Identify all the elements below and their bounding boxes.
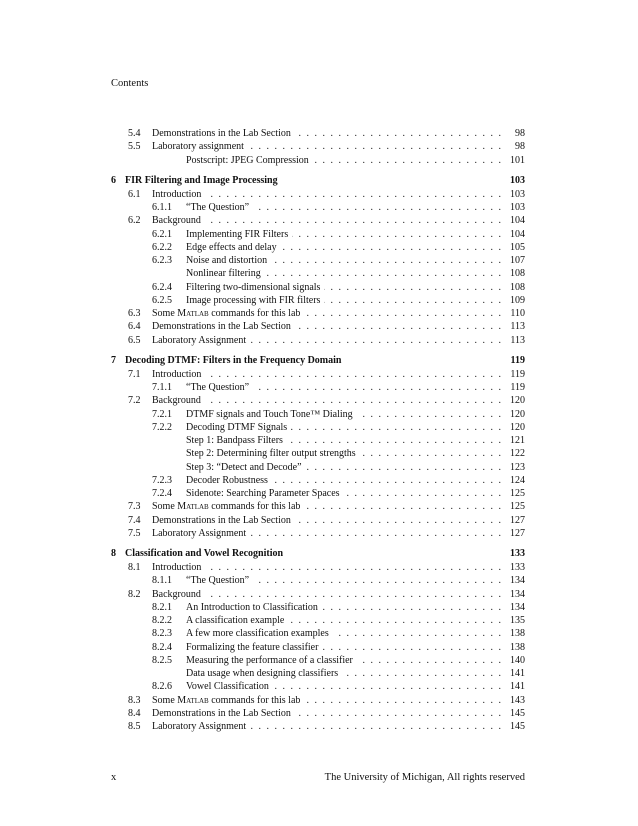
toc-entry-number: 8.2.2: [152, 615, 172, 626]
toc-entry[interactable]: [111, 241, 525, 254]
toc-dot-leader: [172, 561, 501, 574]
toc-entry[interactable]: [111, 720, 525, 733]
toc-entry-page: 121: [506, 434, 525, 447]
toc-entry-page: 122: [506, 447, 525, 460]
toc-entry-page: 120: [506, 394, 525, 407]
toc-entry-title: Classification and Vowel Recognition: [125, 546, 287, 561]
toc-entry[interactable]: [111, 500, 525, 513]
toc-entry[interactable]: [111, 434, 525, 447]
toc-entry-number: 6.2.5: [152, 294, 172, 306]
toc-entry[interactable]: [111, 281, 525, 294]
toc-entry[interactable]: [111, 127, 525, 140]
toc-entry-page: 135: [506, 614, 525, 627]
toc-entry-page: 110: [506, 307, 525, 320]
toc-entry[interactable]: [111, 154, 525, 167]
toc-entry-title: Background: [152, 214, 205, 227]
toc-entry-title: Filtering two-dimensional signals: [186, 281, 324, 294]
toc-entry[interactable]: [111, 654, 525, 667]
toc-entry-page: 98: [511, 140, 525, 153]
toc-entry-title: Demonstrations in the Lab Section: [152, 514, 295, 527]
toc-entry[interactable]: [111, 140, 525, 153]
toc-entry-page: 103: [506, 188, 525, 201]
table-of-contents: [111, 127, 525, 733]
toc-entry-number: 7.1: [128, 368, 141, 380]
toc-entry-page: 103: [506, 173, 525, 188]
toc-entry-page: 123: [506, 461, 525, 474]
toc-entry-title: Laboratory Assignment: [152, 527, 250, 540]
toc-entry-number: 8.3: [128, 694, 141, 706]
toc-entry[interactable]: [111, 627, 525, 640]
toc-entry-page: 120: [506, 421, 525, 434]
toc-entry-page: 120: [506, 408, 525, 421]
toc-entry-title: Implementing FIR Filters: [186, 228, 292, 241]
toc-entry-title: Noise and distortion: [186, 254, 271, 267]
toc-entry-title: Step 1: Bandpass Filters: [186, 434, 287, 447]
toc-entry[interactable]: [111, 334, 525, 347]
toc-entry[interactable]: [111, 228, 525, 241]
toc-entry-page: 141: [506, 667, 525, 680]
toc-entry-number: 8.2.4: [152, 641, 172, 653]
toc-entry-page: 134: [506, 574, 525, 587]
toc-entry-page: 134: [506, 588, 525, 601]
toc-entry[interactable]: [111, 394, 525, 407]
toc-entry[interactable]: [111, 421, 525, 434]
toc-entry[interactable]: [111, 601, 525, 614]
toc-entry-page: 119: [507, 353, 525, 368]
toc-entry-title: Laboratory Assignment: [152, 334, 250, 347]
toc-entry-title: DTMF signals and Touch Tone™ Dialing: [186, 408, 357, 421]
toc-entry[interactable]: [111, 461, 525, 474]
toc-entry-title: Some Matlab commands for this lab: [152, 500, 304, 513]
toc-entry[interactable]: [111, 188, 525, 201]
toc-entry-number: 7: [111, 354, 116, 366]
toc-entry-number: 6: [111, 174, 116, 186]
toc-entry-title: Measuring the performance of a classifier: [186, 654, 357, 667]
toc-entry-title: FIR Filtering and Image Processing: [125, 173, 282, 188]
toc-entry-number: 8.1: [128, 562, 141, 573]
toc-entry-page: 108: [506, 281, 525, 294]
toc-entry-page: 127: [506, 514, 525, 527]
toc-entry-title: Demonstrations in the Lab Section: [152, 320, 295, 333]
toc-entry[interactable]: [111, 320, 525, 333]
toc-entry[interactable]: [111, 707, 525, 720]
toc-entry-title: Data usage when designing classifiers: [186, 667, 342, 680]
toc-entry[interactable]: [111, 447, 525, 460]
toc-entry-number: 6.1.1: [152, 202, 172, 213]
toc-entry-page: 105: [506, 241, 525, 254]
toc-entry-page: 109: [506, 294, 525, 307]
toc-entry-page: 145: [506, 707, 525, 720]
toc-entry-title: Some Matlab commands for this lab: [152, 307, 304, 320]
toc-entry-title: Decoding DTMF Signals: [186, 421, 291, 434]
toc-entry[interactable]: [111, 307, 525, 320]
toc-entry-number: 7.2.2: [152, 421, 172, 433]
toc-entry-title: An Introduction to Classification: [186, 601, 322, 614]
toc-entry-page: 127: [506, 527, 525, 540]
toc-entry-page: 113: [506, 334, 525, 347]
toc-entry-page: 125: [506, 487, 525, 500]
toc-entry[interactable]: [111, 474, 525, 487]
toc-entry-title: Edge effects and delay: [186, 241, 281, 254]
toc-entry-title: Laboratory Assignment: [152, 720, 250, 733]
toc-entry-number: 6.2: [128, 215, 141, 227]
toc-entry-number: 8.1.1: [152, 575, 172, 587]
toc-entry[interactable]: [111, 561, 525, 574]
toc-entry-page: 145: [506, 720, 525, 733]
toc-entry-title: Nonlinear filtering: [186, 267, 265, 280]
toc-entry-number: 8.2.3: [152, 628, 172, 640]
toc-entry-title: A few more classification examples: [186, 627, 333, 640]
toc-entry-number: 7.1.1: [152, 382, 172, 393]
toc-entry-number: 7.2: [128, 395, 141, 407]
toc-entry-number: 7.4: [128, 514, 141, 526]
toc-entry-title: Step 3: “Detect and Decode”: [186, 461, 306, 474]
toc-entry-title: Decoder Robustness: [186, 474, 272, 487]
toc-entry-number: 7.2.4: [152, 488, 172, 499]
toc-entry-number: 6.4: [128, 321, 141, 333]
toc-entry-title: Background: [152, 394, 205, 407]
toc-entry-page: 133: [506, 546, 525, 561]
toc-entry-title: A classification example: [186, 614, 288, 627]
toc-entry[interactable]: [111, 527, 525, 540]
toc-entry-number: 6.1: [128, 188, 141, 200]
toc-entry-title: Sidenote: Searching Parameter Spaces: [186, 487, 344, 500]
toc-entry[interactable]: [111, 514, 525, 527]
page-number: x: [111, 772, 117, 783]
toc-entry[interactable]: [111, 694, 525, 707]
toc-entry-title: Decoding DTMF: Filters in the Frequency Domain: [125, 353, 345, 368]
toc-chapter-entry[interactable]: [111, 173, 525, 188]
toc-entry-page: 113: [506, 320, 525, 333]
toc-entry[interactable]: [111, 408, 525, 421]
toc-entry-page: 124: [506, 474, 525, 487]
toc-entry-page: 143: [506, 694, 525, 707]
toc-entry-number: 6.2.1: [152, 228, 172, 240]
toc-entry-page: 141: [506, 680, 525, 693]
running-header: Contents: [111, 78, 149, 89]
toc-entry-number: 8: [111, 548, 116, 559]
toc-entry[interactable]: [111, 294, 525, 307]
toc-entry-number: 7.2.3: [152, 474, 172, 486]
toc-entry-number: 6.2.2: [152, 241, 172, 253]
toc-entry[interactable]: [111, 368, 525, 381]
toc-entry-page: 134: [506, 601, 525, 614]
toc-dot-leader: [172, 588, 501, 601]
toc-entry[interactable]: [111, 254, 525, 267]
toc-entry-page: 107: [506, 254, 525, 267]
toc-entry-number: 6.2.4: [152, 281, 172, 293]
toc-entry-title: “The Question”: [186, 381, 253, 394]
toc-entry-number: 8.5: [128, 721, 141, 732]
toc-entry-title: Introduction: [152, 188, 205, 201]
toc-entry[interactable]: [111, 574, 525, 587]
toc-entry-page: 119: [506, 381, 525, 394]
toc-entry-title: Introduction: [152, 561, 205, 574]
toc-entry[interactable]: [111, 614, 525, 627]
toc-entry-title: Postscript: JPEG Compression: [186, 154, 313, 167]
toc-entry-number: 6.2.3: [152, 255, 172, 266]
toc-entry-title: Background: [152, 588, 205, 601]
toc-entry[interactable]: [111, 214, 525, 227]
toc-entry-number: 8.2.5: [152, 654, 172, 666]
toc-entry-title: “The Question”: [186, 574, 253, 587]
toc-entry-page: 125: [506, 500, 525, 513]
toc-entry-page: 138: [506, 627, 525, 640]
toc-entry-title: Demonstrations in the Lab Section: [152, 707, 295, 720]
toc-entry-title: Laboratory assignment: [152, 140, 248, 153]
toc-dot-leader: [172, 368, 501, 381]
toc-entry[interactable]: [111, 588, 525, 601]
toc-entry-page: 140: [506, 654, 525, 667]
toc-entry-page: 103: [506, 201, 525, 214]
toc-dot-leader: [172, 214, 501, 227]
toc-entry-number: 8.2.1: [152, 601, 172, 613]
toc-dot-leader: [172, 394, 501, 407]
footer-copyright: The University of Michigan, All rights reserved: [324, 772, 525, 783]
toc-entry-title: Step 2: Determining filter output strengths: [186, 447, 360, 460]
toc-entry-page: 133: [506, 561, 525, 574]
toc-entry[interactable]: [111, 487, 525, 500]
toc-entry-number: 5.5: [128, 141, 141, 153]
toc-entry-page: 104: [506, 214, 525, 227]
toc-entry[interactable]: [111, 667, 525, 680]
toc-chapter-entry[interactable]: [111, 546, 525, 561]
toc-entry-number: 7.3: [128, 501, 141, 513]
toc-entry-page: 108: [506, 267, 525, 280]
toc-entry-title: Introduction: [152, 368, 205, 381]
toc-chapter-entry[interactable]: [111, 353, 525, 368]
toc-entry-number: 8.4: [128, 707, 141, 719]
toc-dot-leader: [172, 188, 501, 201]
toc-entry-number: 8.2.6: [152, 681, 172, 693]
toc-entry[interactable]: [111, 201, 525, 214]
toc-entry-number: 7.5: [128, 527, 141, 539]
toc-entry-title: Some Matlab commands for this lab: [152, 694, 304, 707]
toc-entry-number: 7.2.1: [152, 408, 172, 420]
toc-entry-number: 6.3: [128, 308, 141, 319]
toc-entry-title: Image processing with FIR filters: [186, 294, 324, 307]
toc-entry-page: 104: [506, 228, 525, 241]
toc-entry[interactable]: [111, 381, 525, 394]
toc-entry-number: 6.5: [128, 334, 141, 346]
toc-entry-title: “The Question”: [186, 201, 253, 214]
toc-entry-page: 119: [506, 368, 525, 381]
toc-entry[interactable]: [111, 267, 525, 280]
toc-entry-number: 8.2: [128, 588, 141, 600]
toc-entry[interactable]: [111, 680, 525, 693]
toc-entry-page: 98: [511, 127, 525, 140]
toc-entry-title: Formalizing the feature classifier: [186, 641, 322, 654]
toc-entry-title: Demonstrations in the Lab Section: [152, 127, 295, 140]
toc-entry-page: 138: [506, 641, 525, 654]
toc-entry-page: 101: [506, 154, 525, 167]
toc-entry-title: Vowel Classification: [186, 680, 273, 693]
toc-entry[interactable]: [111, 641, 525, 654]
toc-entry-number: 5.4: [128, 128, 141, 139]
